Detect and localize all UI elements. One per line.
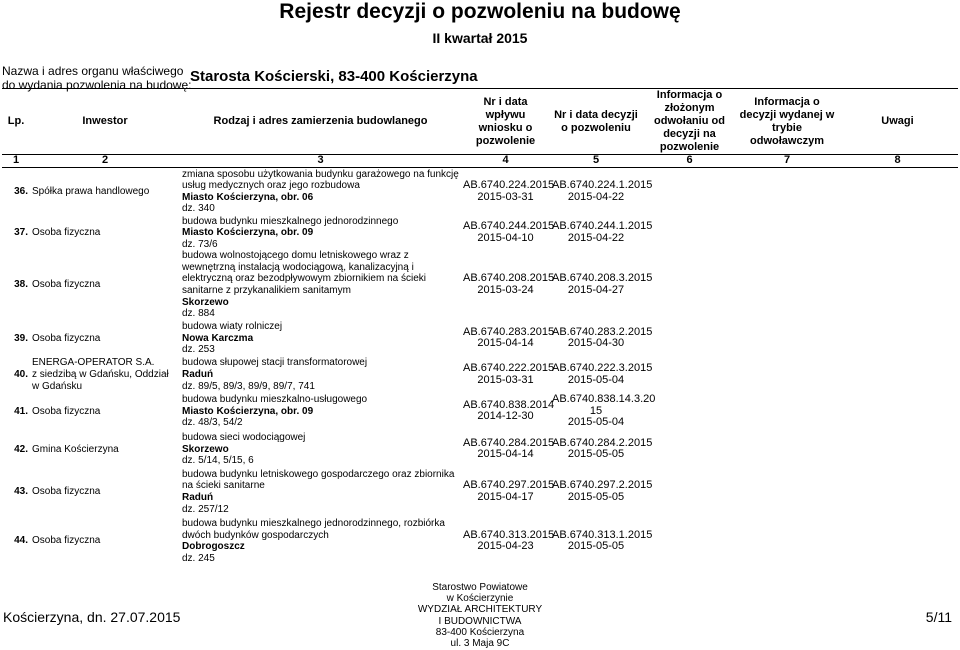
- application-date: 2015-04-10: [477, 231, 534, 244]
- decision-cell: [550, 392, 656, 430]
- project-plot: dz. 340: [182, 203, 215, 215]
- investor-line: Osoba fizyczna: [32, 535, 101, 547]
- org-value: Starosta Kościerski, 83-400 Kościerzyna: [190, 68, 478, 85]
- place-date: Kościerzyna, dn. 27.07.2015: [3, 609, 181, 625]
- decision-cell: [550, 357, 653, 393]
- remarks-cell: [837, 393, 958, 430]
- project-description-line: budowa budynku mieszkalnego jednorodzinnego: [182, 215, 399, 227]
- decision-date: 2015-05-05: [567, 491, 625, 504]
- table-row: [2, 216, 958, 251]
- project-location: Skorzewo: [182, 296, 229, 308]
- project-description-line: budowa budynku mieszkalnego jednorodzinnego, rozbiórka: [182, 518, 445, 530]
- col-header-wniosek: Nr i data wpływu wniosku o pozwolenie: [461, 89, 550, 155]
- appeal-decision-cell: [737, 250, 837, 320]
- project-cell: [180, 250, 461, 320]
- table-row: [2, 357, 958, 393]
- investor-cell: [30, 430, 180, 469]
- col-number: 5: [550, 155, 642, 168]
- document-subtitle: II kwartał 2015: [432, 30, 528, 46]
- project-plot: dz. 89/5, 89/3, 89/9, 89/7, 741: [182, 380, 315, 392]
- project-description-line: dwóch budynków gospodarczych: [182, 529, 329, 541]
- row-number: 37.: [14, 227, 28, 239]
- investor-line: Osoba fizyczna: [32, 227, 101, 239]
- office-stamp: [380, 582, 580, 649]
- appeal-decision-cell: [737, 430, 837, 469]
- stamp-line: 83-400 Kościerzyna: [435, 626, 525, 638]
- project-cell: [180, 216, 461, 251]
- investor-cell: [30, 320, 180, 357]
- row-number: 40.: [14, 369, 28, 381]
- remarks-cell: [837, 216, 958, 251]
- col-number: 7: [737, 155, 837, 168]
- table-row: [2, 515, 958, 567]
- col-header-decyzja: Nr i data decyzji o pozwoleniu: [550, 89, 642, 155]
- decision-date: 2015-05-05: [567, 448, 625, 461]
- decision-date: 2015-04-22: [567, 190, 625, 203]
- appeal-cell: [642, 469, 737, 515]
- application-date: 2015-03-31: [477, 373, 534, 386]
- application-date: 2015-04-14: [477, 448, 534, 461]
- appeal-decision-cell: [737, 469, 837, 515]
- project-location: Nowa Karczma: [182, 332, 254, 344]
- application-number: AB.6740.313.2015: [463, 528, 555, 541]
- project-cell: [180, 320, 461, 357]
- project-location: Miasto Kościerzyna, obr. 09: [182, 227, 314, 239]
- decision-number: AB.6740.297.2.2015: [552, 479, 653, 492]
- decision-date: 2015-05-04: [567, 416, 625, 429]
- project-cell: [180, 430, 461, 469]
- col-header-odwolawcza: Informacja o decyzji wydanej w trybie odwoławczym: [737, 89, 837, 155]
- decision-number: AB.6740.244.1.2015: [552, 220, 653, 233]
- decision-date: 2015-04-27: [567, 284, 625, 297]
- row-number: 42.: [14, 443, 28, 455]
- decision-number: AB.6740.313.1.2015: [552, 528, 653, 541]
- decision-number: AB.6740.208.3.2015: [552, 272, 653, 285]
- col-header-odwolanie: Informacja o złożonym odwołaniu od decyzji na pozwolenie: [642, 89, 737, 155]
- appeal-decision-cell: [737, 216, 837, 251]
- decision-cell: [550, 216, 653, 251]
- col-number: 1: [2, 155, 30, 168]
- table-row: [2, 250, 958, 320]
- investor-cell: [30, 515, 180, 567]
- investor-line: ENERGA-OPERATOR S.A.: [32, 357, 155, 369]
- project-description-line: usług medycznych oraz jego rozbudowa: [182, 180, 360, 192]
- register-rows: [2, 168, 958, 568]
- appeal-cell: [642, 430, 737, 469]
- application-number: AB.6740.208.2015: [463, 272, 555, 285]
- application-number: AB.6740.283.2015: [463, 325, 555, 338]
- col-number: 8: [837, 155, 958, 168]
- col-number: 4: [461, 155, 550, 168]
- application-cell: [461, 430, 555, 469]
- application-date: 2015-04-14: [477, 337, 534, 350]
- stamp-line: Starostwo Powiatowe: [432, 582, 528, 593]
- appeal-cell: [642, 168, 737, 216]
- project-plot: dz. 5/14, 5/15, 6: [182, 455, 254, 467]
- decision-number: AB.6740.283.2.2015: [552, 325, 653, 338]
- decision-date: 2015-04-22: [567, 231, 625, 244]
- investor-cell: [30, 357, 180, 393]
- table-row: [2, 469, 958, 515]
- decision-cell: [550, 250, 653, 320]
- project-location: Miasto Kościerzyna, obr. 06: [182, 191, 314, 203]
- row-number: 38.: [14, 279, 28, 291]
- remarks-cell: [837, 469, 958, 515]
- stamp-line: WYDZIAŁ ARCHITEKTURY: [417, 604, 543, 616]
- decision-date: 2015-05-05: [567, 540, 625, 553]
- application-cell: [461, 320, 555, 357]
- application-date: 2015-03-24: [477, 284, 534, 297]
- org-label-line2: do wydania pozwolenia na budowę:: [2, 78, 192, 92]
- application-cell: [461, 357, 555, 393]
- application-number: AB.6740.224.2015: [463, 179, 555, 192]
- appeal-cell: [642, 393, 737, 430]
- remarks-cell: [837, 168, 958, 216]
- project-location: Dobrogoszcz: [182, 541, 245, 553]
- row-number: 36.: [14, 185, 28, 197]
- project-description-line: budowa wolnostojącego domu letniskowego wraz z: [182, 250, 409, 262]
- project-plot: dz. 253: [182, 344, 215, 356]
- application-date: 2014-12-30: [477, 410, 534, 423]
- project-location: Skorzewo: [182, 443, 229, 455]
- decision-number: AB.6740.224.1.2015: [552, 179, 653, 192]
- investor-cell: [30, 216, 180, 251]
- investor-line: Spółka prawa handlowego: [32, 185, 150, 197]
- decision-cell: [550, 430, 653, 469]
- appeal-cell: [642, 515, 737, 567]
- remarks-cell: [837, 515, 958, 567]
- project-plot: dz. 73/6: [182, 238, 218, 250]
- col-number: 3: [180, 155, 461, 168]
- table-row: [2, 168, 958, 216]
- appeal-cell: [642, 357, 737, 393]
- application-number: AB.6740.222.2015: [463, 362, 555, 375]
- application-date: 2015-04-17: [477, 491, 534, 504]
- row-number: 41.: [14, 405, 28, 417]
- project-location: Miasto Kościerzyna, obr. 09: [182, 405, 314, 417]
- org-label-line1: Nazwa i adres organu właściwego: [2, 64, 184, 78]
- project-cell: [180, 515, 461, 567]
- application-number: AB.6740.244.2015: [463, 220, 555, 233]
- application-cell: [461, 168, 555, 216]
- investor-line: Osoba fizyczna: [32, 332, 101, 344]
- appeal-cell: [642, 320, 737, 357]
- appeal-decision-cell: [737, 515, 837, 567]
- project-location: Raduń: [182, 369, 214, 381]
- project-plot: dz. 245: [182, 552, 215, 564]
- register-table: [2, 88, 958, 567]
- table-row: [2, 393, 958, 430]
- application-date: 2015-03-31: [477, 190, 534, 203]
- col-header-lp: Lp.: [2, 89, 30, 155]
- investor-line: z siedzibą w Gdańsku, Oddział: [32, 369, 169, 381]
- stamp-line: w Kościerzynie: [446, 593, 514, 605]
- appeal-cell: [642, 216, 737, 251]
- investor-line: Gmina Kościerzyna: [32, 443, 119, 455]
- investor-line: Osoba fizyczna: [32, 279, 101, 291]
- project-description-line: budowa słupowej stacji transformatorowej: [182, 357, 368, 369]
- investor-line: Osoba fizyczna: [32, 486, 101, 498]
- project-description-line: budowa budynku mieszkalno-usługowego: [182, 393, 368, 405]
- application-cell: [461, 393, 555, 430]
- project-cell: [180, 469, 461, 515]
- table-row: [2, 320, 958, 357]
- document-title: Rejestr decyzji o pozwoleniu na budowę: [279, 0, 681, 23]
- investor-line: w Gdańsku: [32, 380, 83, 392]
- investor-cell: [30, 168, 180, 216]
- stamp-line: I BUDOWNICTWA: [438, 615, 522, 627]
- stamp-line: ul. 3 Maja 9C: [450, 638, 510, 650]
- project-description-line: budowa budynku letniskowego gospodarczego oraz zbiornika: [182, 468, 455, 480]
- decision-number: AB.6740.838.14.3.20: [552, 392, 656, 405]
- column-number-row: [2, 155, 958, 168]
- application-date: 2015-04-23: [477, 540, 534, 553]
- appeal-decision-cell: [737, 168, 837, 216]
- investor-line: Osoba fizyczna: [32, 405, 101, 417]
- appeal-decision-cell: [737, 393, 837, 430]
- investor-cell: [30, 469, 180, 515]
- project-description-line: zmiana sposobu użytkowania budynku garażowego na funkcję: [182, 168, 459, 180]
- appeal-decision-cell: [737, 320, 837, 357]
- project-cell: [180, 168, 461, 216]
- project-description-line: na ścieki sanitarne: [182, 480, 265, 492]
- page-number: 5/11: [925, 609, 952, 625]
- application-cell: [461, 216, 555, 251]
- project-location: Raduń: [182, 492, 214, 504]
- decision-number-cont: 15: [589, 404, 603, 417]
- col-number: 6: [642, 155, 737, 168]
- project-description-line: elektryczną oraz bezodpływowym zbiornikiem na ścieki: [182, 273, 426, 285]
- appeal-cell: [642, 250, 737, 320]
- row-number: 43.: [14, 486, 28, 498]
- investor-cell: [30, 393, 180, 430]
- investor-cell: [30, 250, 180, 320]
- project-plot: dz. 257/12: [182, 503, 229, 515]
- table-row: [2, 430, 958, 469]
- decision-cell: [550, 469, 653, 515]
- col-header-uwagi: Uwagi: [837, 89, 958, 155]
- decision-number: AB.6740.284.2.2015: [552, 436, 653, 449]
- application-number: AB.6740.297.2015: [463, 479, 555, 492]
- project-cell: [180, 357, 461, 393]
- decision-cell: [550, 168, 653, 216]
- remarks-cell: [837, 430, 958, 469]
- project-plot: dz. 884: [182, 308, 215, 320]
- col-number: 2: [30, 155, 180, 168]
- decision-cell: [550, 320, 653, 357]
- application-number: AB.6740.838.2014: [463, 398, 555, 411]
- remarks-cell: [837, 357, 958, 393]
- decision-number: AB.6740.222.3.2015: [552, 362, 653, 375]
- decision-date: 2015-04-30: [567, 337, 625, 350]
- col-header-inwestor: Inwestor: [30, 89, 180, 155]
- remarks-cell: [837, 250, 958, 320]
- project-cell: [180, 393, 461, 430]
- application-number: AB.6740.284.2015: [463, 436, 555, 449]
- col-header-rodzaj: Rodzaj i adres zamierzenia budowlanego: [180, 89, 461, 155]
- project-plot: dz. 48/3, 54/2: [182, 417, 243, 429]
- decision-cell: [550, 515, 653, 567]
- application-cell: [461, 250, 555, 320]
- appeal-decision-cell: [737, 357, 837, 393]
- application-cell: [461, 469, 555, 515]
- row-number: 44.: [14, 535, 28, 547]
- application-cell: [461, 515, 555, 567]
- project-description-line: budowa wiaty rolniczej: [182, 320, 283, 332]
- row-number: 39.: [14, 332, 28, 344]
- decision-date: 2015-05-04: [567, 373, 625, 386]
- project-description-line: sanitarne z przykanalikiem sanitamym: [182, 285, 351, 297]
- header-row: [2, 89, 958, 155]
- project-description-line: budowa sieci wodociągowej: [182, 431, 306, 443]
- remarks-cell: [837, 320, 958, 357]
- project-description-line: wewnętrzną instalacją wodociągową, kanalizacyjną i: [182, 261, 414, 273]
